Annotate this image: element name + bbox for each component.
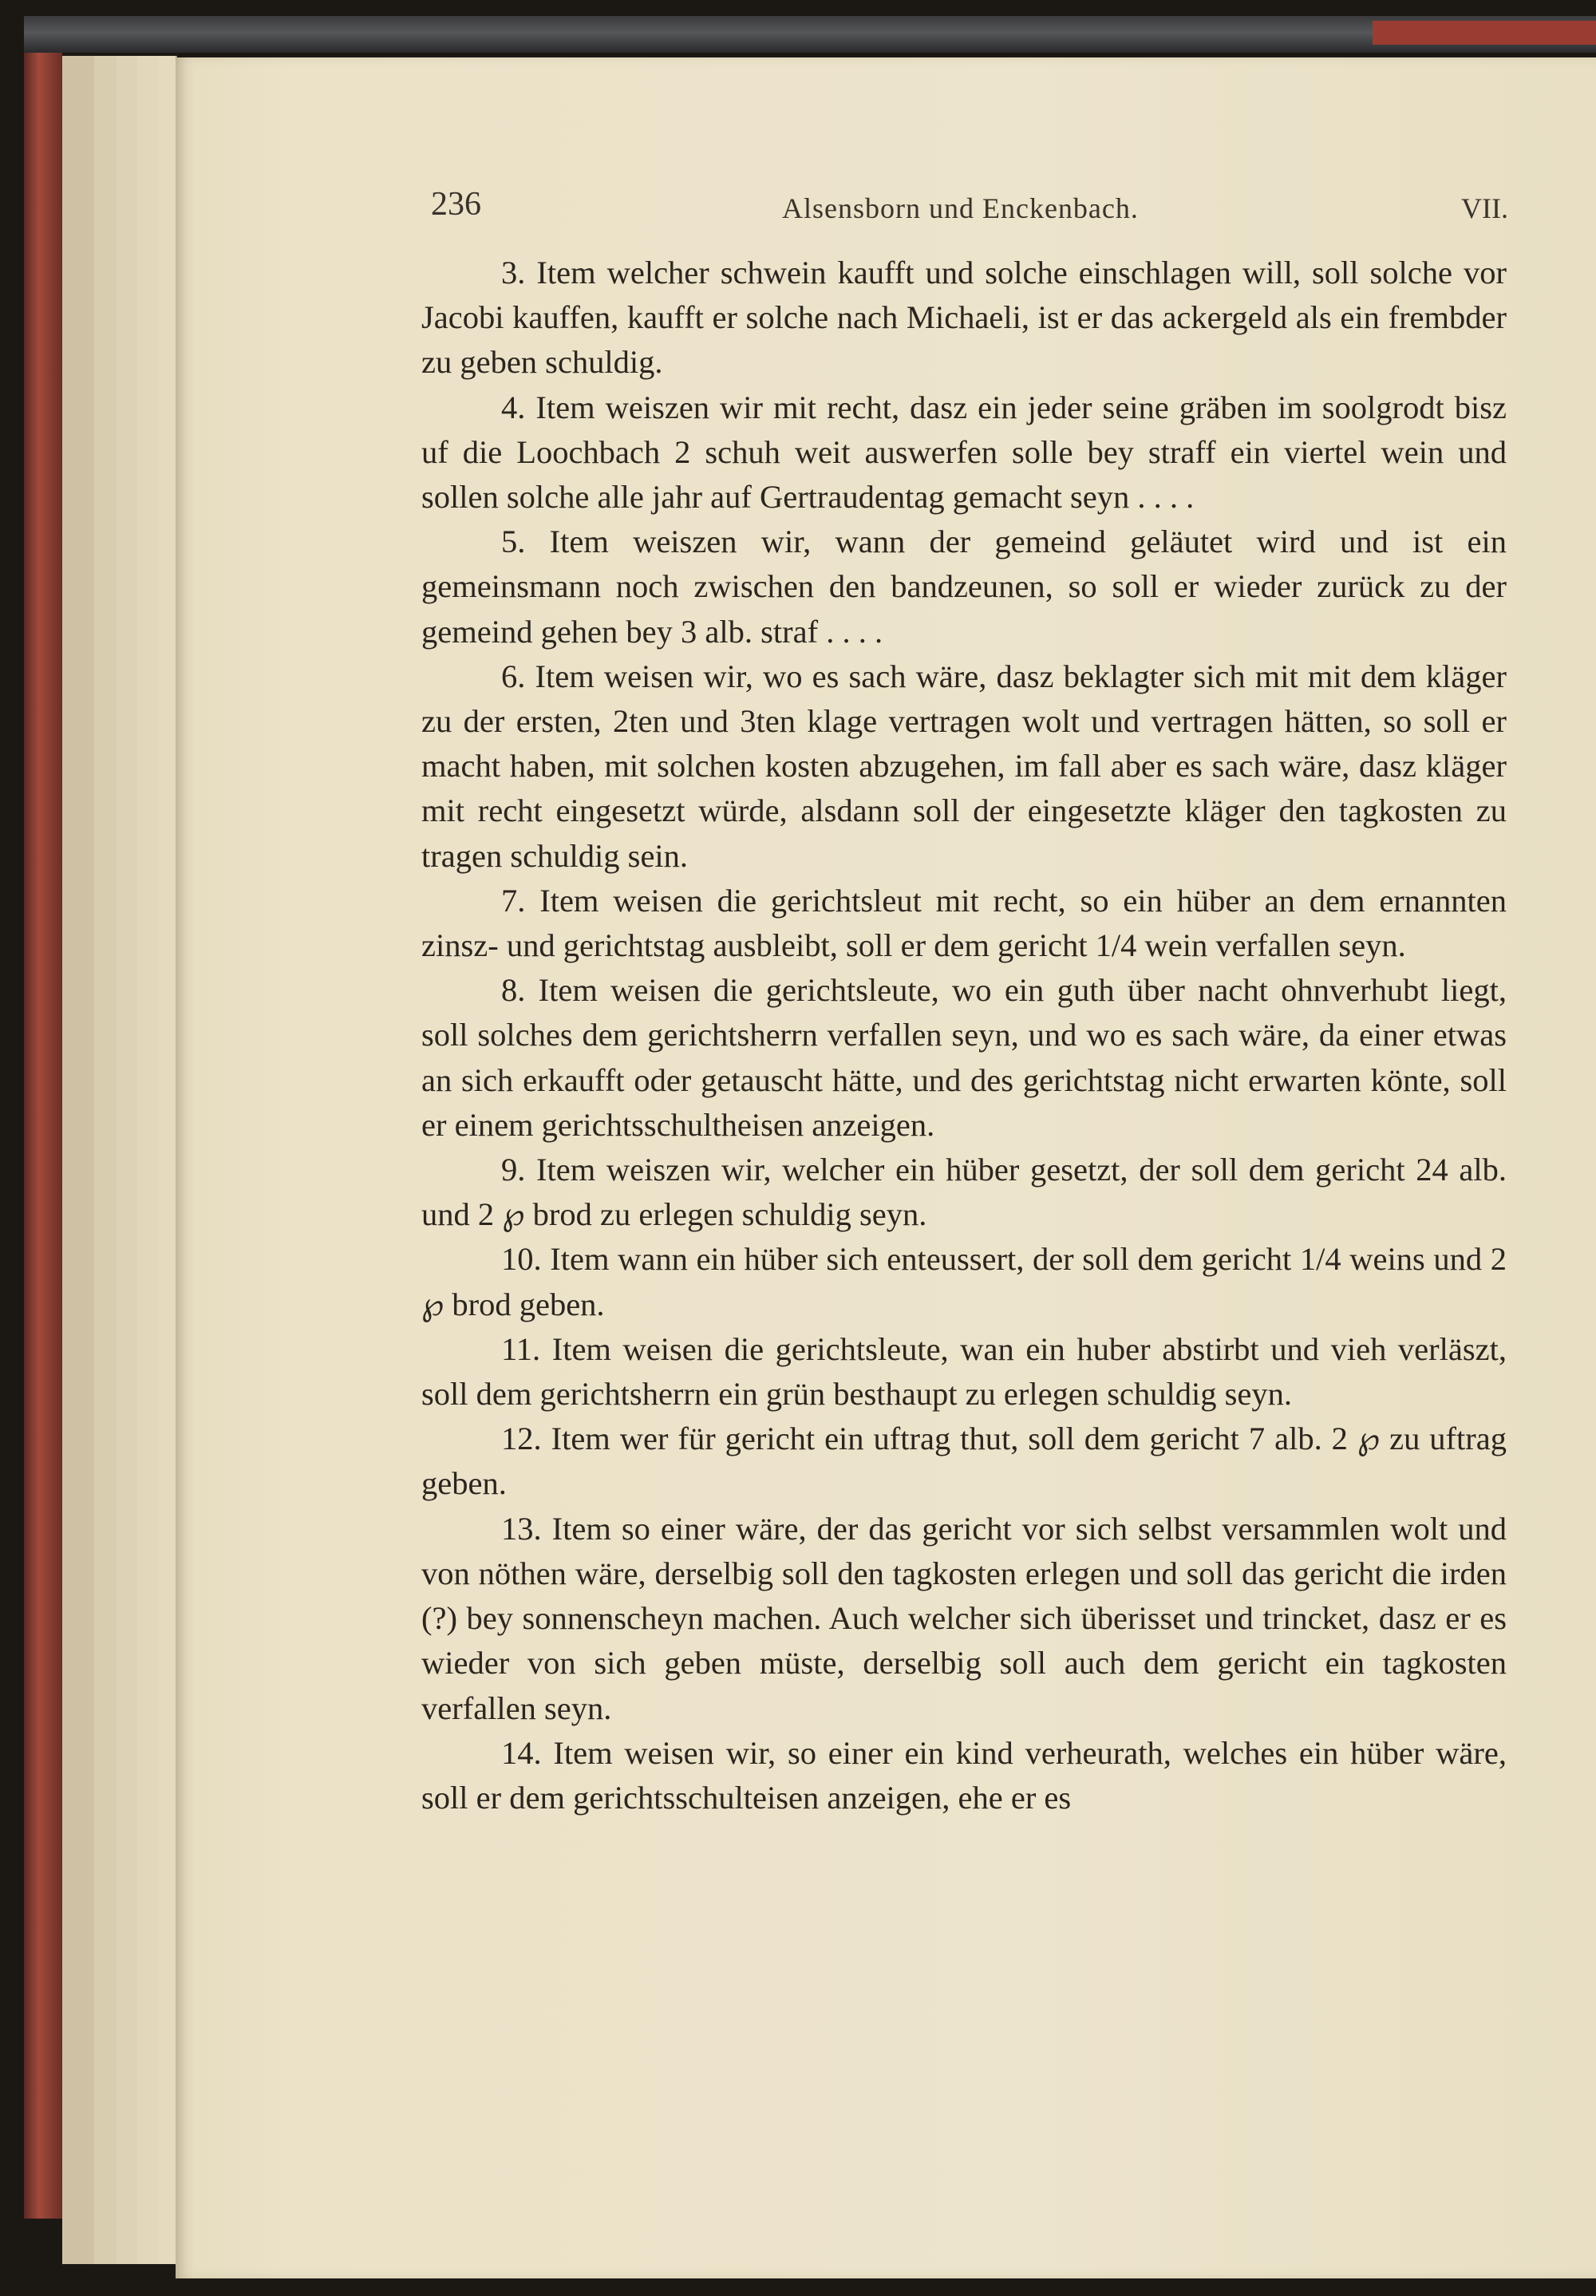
section-number: VII.	[1461, 192, 1508, 224]
paragraph-13: 13. Item so einer wäre, der das gericht vor sich selbst versammlen wolt und von nöthen wäre, derselbig soll den tagkosten erlegen und soll das gericht die irden (?) bey sonnenscheyn machen. Auch welcher sich überisset und trincket, dasz er es wieder von sich geben müste, derselbig soll auch dem gericht ein tagkosten verfallen seyn.	[421, 1510, 1507, 1726]
book-cover-corner	[1373, 21, 1596, 45]
running-title: Alsensborn und Enckenbach.	[782, 192, 1139, 224]
page-edge	[94, 56, 118, 2264]
book-binding-red	[24, 16, 62, 2219]
paragraph-6: 6. Item weisen wir, wo es sach wäre, dasz beklagter sich mit mit dem kläger zu der ersten, 2ten und 3ten klage vertragen wolt und vertragen hätten, so soll er macht haben, mit solchen kosten abzugehen, im fall aber es sach wäre, dasz kläger mit recht eingesetzt würde, alsdann soll der eingesetzte kläger den tagkosten zu tragen schuldig sein.	[421, 658, 1507, 874]
paragraph-14: 14. Item weisen wir, so einer ein kind verheurath, welches ein hüber wäre, soll er dem gerichtsschulteisen anzeigen, ehe er es	[421, 1734, 1507, 1816]
paragraph-9: 9. Item weiszen wir, welcher ein hüber gesetzt, der soll dem gericht 24 alb. und 2 ℘ brod zu erlegen schuldig seyn.	[421, 1152, 1507, 1233]
paragraph-3: 3. Item welcher schwein kaufft und solche einschlagen will, soll solche vor Jacobi kauffen, kaufft er solche nach Michaeli, ist er das ackergeld als ein frembder zu geben schuldig.	[421, 255, 1507, 381]
body-text	[421, 251, 1507, 1820]
paragraph-11: 11. Item weisen die gerichtsleute, wan ein huber abstirbt und vieh verläszt, soll dem gerichtsherrn ein grün besthaupt zu erlegen schuldig seyn.	[421, 1330, 1507, 1413]
paragraph-4: 4. Item weiszen wir mit recht, dasz ein jeder seine gräben im soolgrodt bisz uf die Loochbach 2 schuh weit auswerfen solle bey straff ein viertel wein und sollen solche alle jahr auf Gertraudentag gemacht seyn . . . .	[421, 389, 1507, 516]
paragraph-8: 8. Item weisen die gerichtsleute, wo ein guth über nacht ohnverhubt liegt, soll solches dem gerichtsherrn verfallen seyn, und wo es sach wäre, da einer etwas an sich erkaufft oder getauscht hätte, und des gerichtstag nicht erwarten könte, soll er einem gerichtsschultheisen anzeigen.	[421, 972, 1507, 1143]
page-edge	[62, 56, 96, 2264]
page-edge	[158, 56, 177, 2264]
page-header	[431, 185, 1508, 233]
page-edge	[117, 56, 139, 2264]
page-number: 236	[431, 186, 481, 223]
page-edge	[137, 56, 160, 2264]
paragraph-10: 10. Item wann ein hüber sich enteussert, der soll dem gericht 1/4 weins und 2 ℘ brod geben.	[421, 1241, 1507, 1322]
book-cover-top	[24, 16, 1596, 53]
paragraph-12: 12. Item wer für gericht ein uftrag thut, soll dem gericht 7 alb. 2 ℘ zu uftrag geben.	[421, 1421, 1507, 1502]
paragraph-7: 7. Item weisen die gerichtsleut mit recht, so ein hüber an dem ernannten zinsz- und gerichtstag ausbleibt, soll er dem gericht 1/4 wein verfallen seyn.	[421, 882, 1507, 964]
paragraph-5: 5. Item weiszen wir, wann der gemeind geläutet wird und ist ein gemeinsmann noch zwischen den bandzeunen, so soll er wieder zurück zu der gemeind gehen bey 3 alb. straf . . . .	[421, 524, 1507, 650]
